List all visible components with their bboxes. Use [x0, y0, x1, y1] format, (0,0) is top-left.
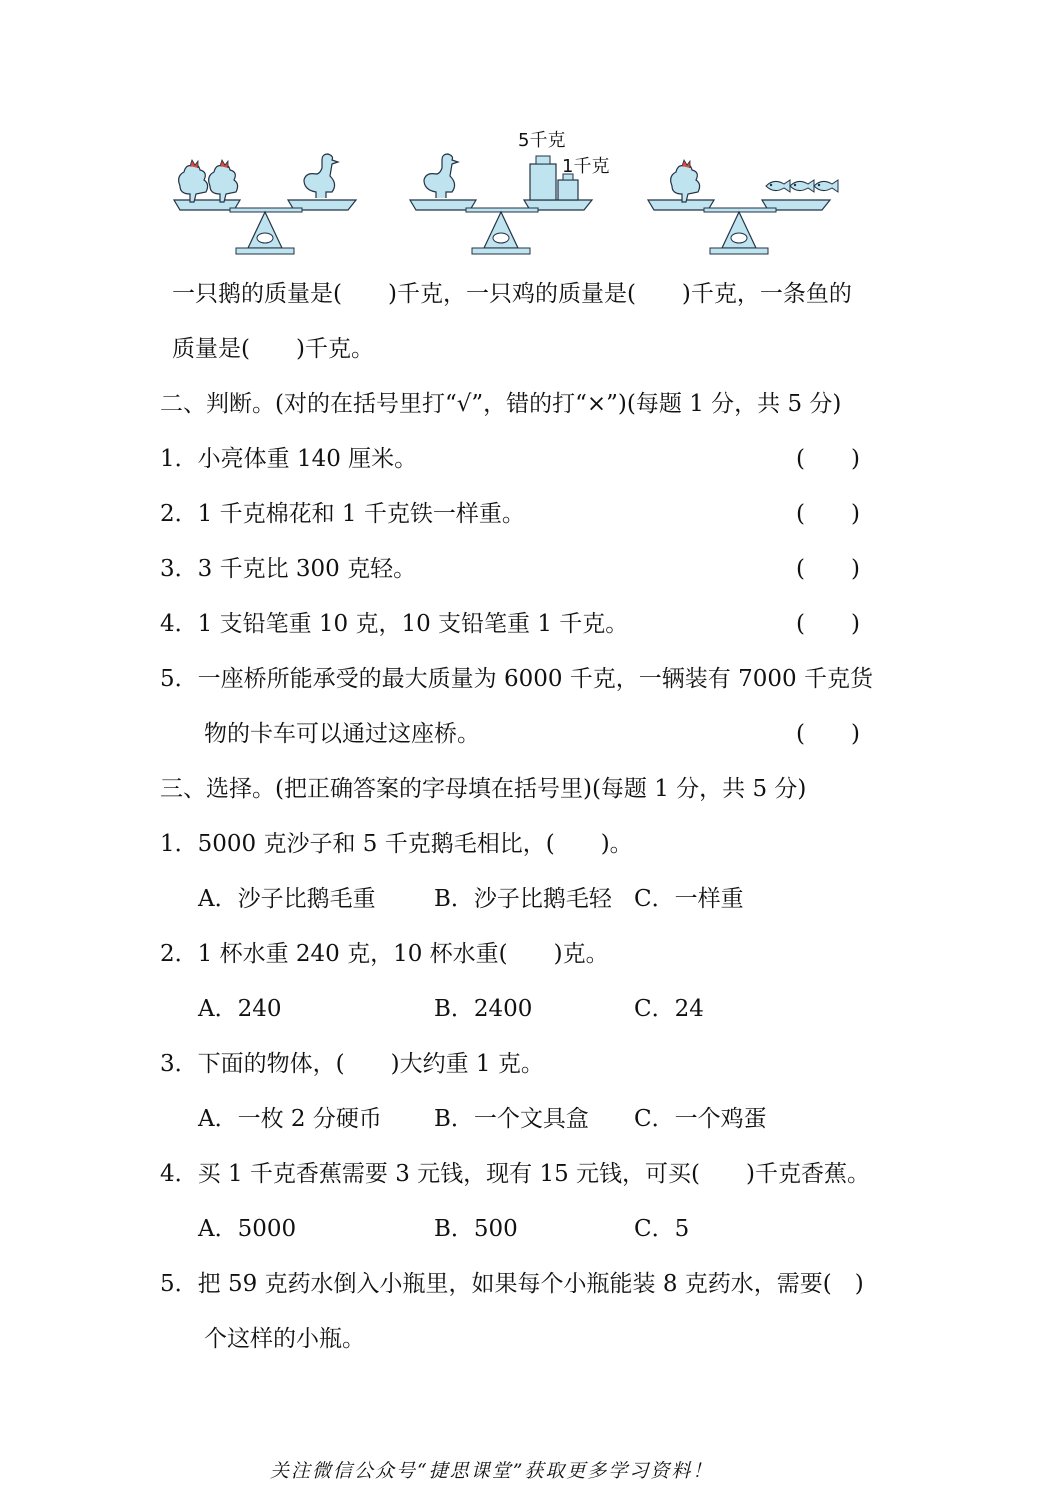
choice-option-1a[interactable]: A．沙子比鹅毛重: [198, 886, 376, 912]
weight-5kg-icon: [530, 156, 556, 200]
judge-item-5: 5．一座桥所能承受的最大质量为 6000 千克，一辆装有 7000 千克货: [160, 666, 873, 692]
choice-question-1: 1．5000 克沙子和 5 千克鹅毛相比，( )。: [160, 831, 633, 857]
rooster-icon: [209, 160, 238, 202]
choice-option-4b[interactable]: B．500: [434, 1216, 518, 1242]
judge-answer-paren-4[interactable]: ( ): [796, 611, 860, 637]
footer-watermark: 关注微信公众号“捷思课堂”获取更多学习资料！: [270, 1460, 714, 1482]
judge-answer-paren-1[interactable]: ( ): [796, 446, 860, 472]
rooster-icon: [179, 160, 208, 202]
fish-icon: [814, 180, 838, 192]
judge-item-1: 1．小亮体重 140 厘米。: [160, 446, 418, 472]
choice-option-1c[interactable]: C．一样重: [634, 886, 744, 912]
fill-question-line-2: 质量是( )千克。: [172, 336, 374, 362]
choice-option-2a[interactable]: A．240: [198, 996, 282, 1022]
judge-answer-paren-2[interactable]: ( ): [796, 501, 860, 527]
choice-option-3b[interactable]: B．一个文具盒: [434, 1106, 589, 1132]
choice-option-1b[interactable]: B．沙子比鹅毛轻: [434, 886, 612, 912]
judge-item-2: 2．1 千克棉花和 1 千克铁一样重。: [160, 501, 525, 527]
choice-option-4a[interactable]: A．5000: [198, 1216, 297, 1242]
weight-label-5kg: 5千克: [518, 130, 566, 151]
judge-answer-paren-3[interactable]: ( ): [796, 556, 860, 582]
section-2-title: 二、判断。(对的在括号里打“√”，错的打“×”)(每题 1 分，共 5 分): [160, 391, 842, 417]
judge-answer-paren-5[interactable]: ( ): [796, 721, 860, 747]
choice-option-4c[interactable]: C．5: [634, 1216, 690, 1242]
rooster-icon: [671, 160, 700, 202]
choice-option-2c[interactable]: C．24: [634, 996, 704, 1022]
choice-question-5: 5．把 59 克药水倒入小瓶里，如果每个小瓶能装 8 克药水，需要( ): [160, 1271, 864, 1297]
weight-1kg-icon: [558, 174, 578, 200]
judge-item-3: 3．3 千克比 300 克轻。: [160, 556, 417, 582]
weight-label-1kg: 1千克: [562, 156, 610, 177]
choice-question-3: 3．下面的物体，( )大约重 1 克。: [160, 1051, 544, 1077]
choice-question-2: 2．1 杯水重 240 克，10 杯水重( )克。: [160, 941, 609, 967]
choice-option-3a[interactable]: A．一枚 2 分硬币: [198, 1106, 382, 1132]
balance-scales-figure: [150, 120, 870, 265]
fish-icon: [790, 180, 814, 192]
choice-option-3c[interactable]: C．一个鸡蛋: [634, 1106, 767, 1132]
scale-1: [174, 154, 356, 254]
choice-question-5-continued: 个这样的小瓶。: [204, 1326, 365, 1352]
fish-icon: [766, 180, 790, 192]
choice-option-2b[interactable]: B．2400: [434, 996, 533, 1022]
section-3-title: 三、选择。(把正确答案的字母填在括号里)(每题 1 分，共 5 分): [160, 776, 807, 802]
goose-icon: [424, 154, 458, 198]
judge-item-4: 4．1 支铅笔重 10 克，10 支铅笔重 1 千克。: [160, 611, 629, 637]
choice-question-4: 4．买 1 千克香蕉需要 3 元钱，现有 15 元钱，可买( )千克香蕉。: [160, 1161, 870, 1187]
scale-3: [648, 160, 838, 254]
judge-item-5-continued: 物的卡车可以通过这座桥。: [204, 721, 480, 747]
scale-2: [410, 130, 609, 254]
goose-icon: [304, 154, 338, 198]
fill-question-line-1: 一只鹅的质量是( )千克，一只鸡的质量是( )千克，一条鱼的: [172, 281, 852, 307]
